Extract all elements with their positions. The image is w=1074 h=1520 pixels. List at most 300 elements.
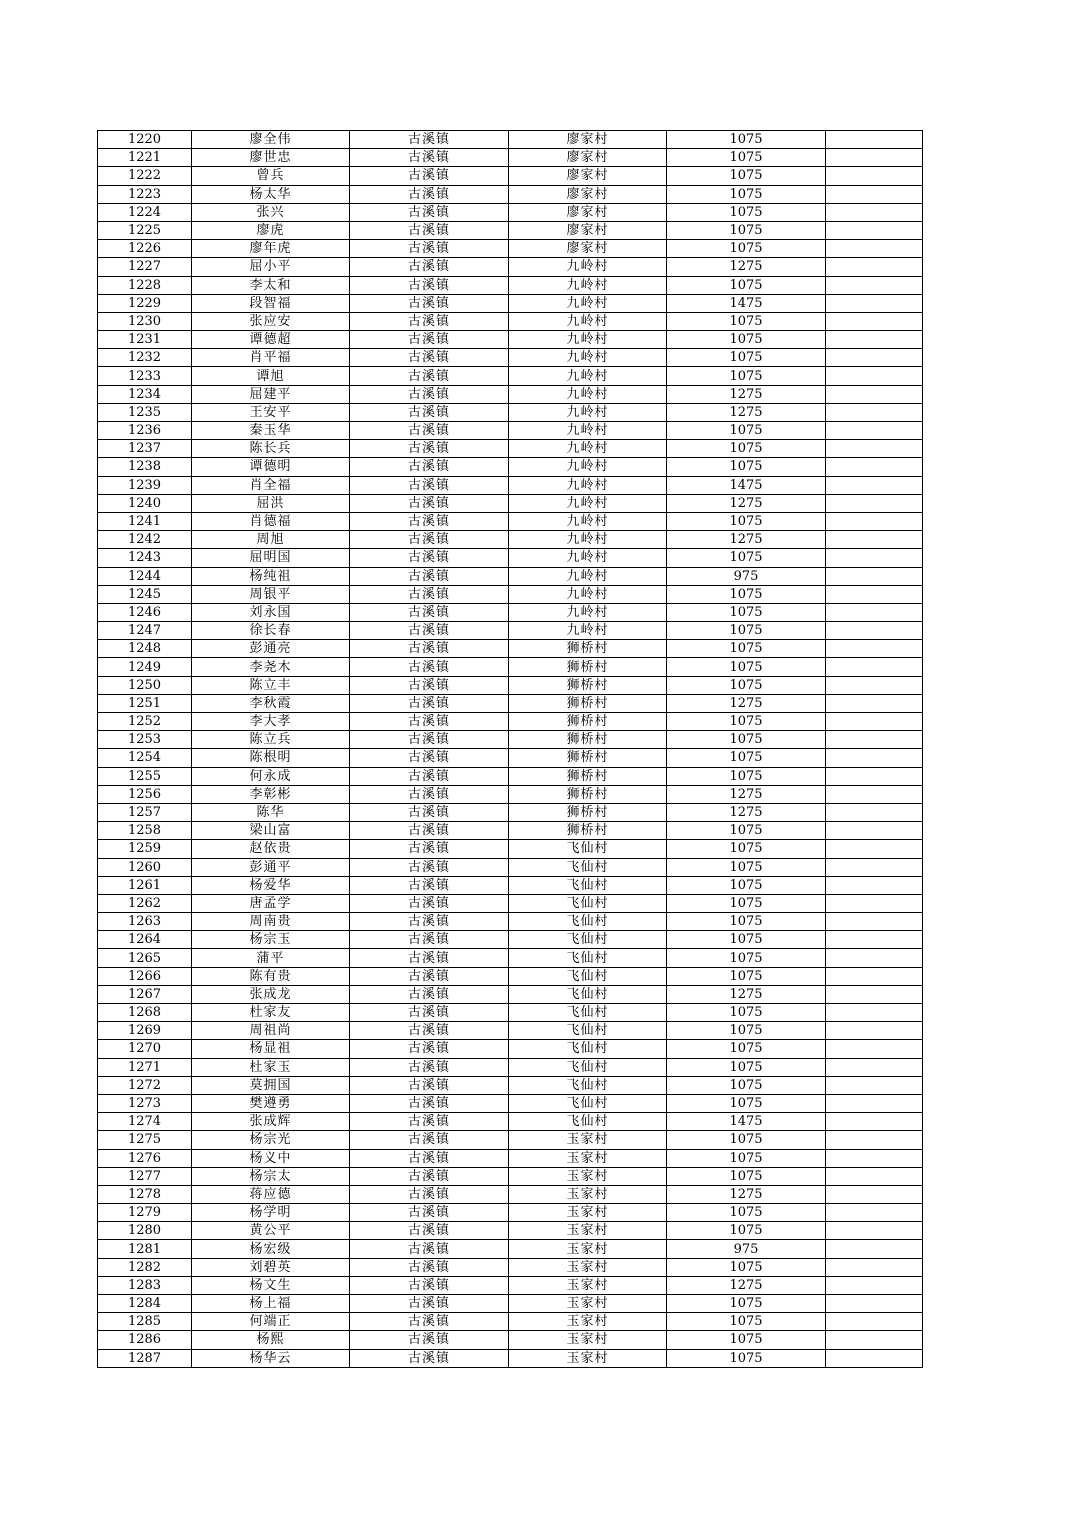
- cell-amount: 1075: [667, 931, 826, 949]
- cell-index: 1243: [98, 549, 192, 567]
- cell-town: 古溪镇: [350, 1185, 509, 1203]
- cell-index: 1281: [98, 1240, 192, 1258]
- cell-index: 1276: [98, 1149, 192, 1167]
- table-row: [98, 476, 923, 494]
- table-row: [98, 312, 923, 330]
- cell-village: 九岭村: [509, 494, 667, 512]
- cell-note: [826, 749, 923, 767]
- cell-town: 古溪镇: [350, 349, 509, 367]
- cell-index: 1284: [98, 1295, 192, 1313]
- cell-village: 飞仙村: [509, 876, 667, 894]
- cell-name: 杜家友: [192, 1004, 350, 1022]
- cell-name: 张应安: [192, 312, 350, 330]
- cell-amount: 1475: [667, 476, 826, 494]
- table-row: [98, 785, 923, 803]
- table-row: [98, 622, 923, 640]
- table-row: [98, 167, 923, 185]
- cell-note: [826, 876, 923, 894]
- cell-village: 九岭村: [509, 422, 667, 440]
- cell-index: 1240: [98, 494, 192, 512]
- cell-index: 1261: [98, 876, 192, 894]
- cell-town: 古溪镇: [350, 494, 509, 512]
- cell-town: 古溪镇: [350, 858, 509, 876]
- cell-index: 1282: [98, 1258, 192, 1276]
- cell-amount: 1275: [667, 531, 826, 549]
- cell-note: [826, 1167, 923, 1185]
- cell-note: [826, 1349, 923, 1367]
- cell-note: [826, 1276, 923, 1294]
- cell-amount: 1475: [667, 1113, 826, 1131]
- cell-index: 1273: [98, 1094, 192, 1112]
- cell-village: 玉家村: [509, 1295, 667, 1313]
- cell-index: 1258: [98, 822, 192, 840]
- cell-town: 古溪镇: [350, 1276, 509, 1294]
- cell-index: 1233: [98, 367, 192, 385]
- cell-index: 1237: [98, 440, 192, 458]
- cell-village: 廖家村: [509, 149, 667, 167]
- cell-amount: 1075: [667, 858, 826, 876]
- cell-note: [826, 512, 923, 530]
- cell-name: 何端正: [192, 1313, 350, 1331]
- table-row: [98, 349, 923, 367]
- cell-note: [826, 803, 923, 821]
- cell-village: 狮桥村: [509, 640, 667, 658]
- cell-amount: 1275: [667, 494, 826, 512]
- cell-amount: 1075: [667, 440, 826, 458]
- cell-index: 1224: [98, 203, 192, 221]
- cell-index: 1249: [98, 658, 192, 676]
- cell-index: 1226: [98, 240, 192, 258]
- cell-name: 徐长春: [192, 622, 350, 640]
- cell-note: [826, 131, 923, 149]
- cell-index: 1225: [98, 221, 192, 239]
- cell-name: 梁山富: [192, 822, 350, 840]
- cell-village: 狮桥村: [509, 767, 667, 785]
- table-row: [98, 985, 923, 1003]
- cell-index: 1267: [98, 985, 192, 1003]
- cell-town: 古溪镇: [350, 1058, 509, 1076]
- cell-amount: 1075: [667, 1222, 826, 1240]
- cell-note: [826, 1040, 923, 1058]
- cell-village: 玉家村: [509, 1222, 667, 1240]
- cell-name: 李大孝: [192, 713, 350, 731]
- cell-note: [826, 1240, 923, 1258]
- cell-town: 古溪镇: [350, 258, 509, 276]
- cell-note: [826, 785, 923, 803]
- cell-town: 古溪镇: [350, 476, 509, 494]
- cell-note: [826, 549, 923, 567]
- cell-index: 1248: [98, 640, 192, 658]
- cell-name: 刘永国: [192, 603, 350, 621]
- cell-town: 古溪镇: [350, 1331, 509, 1349]
- cell-amount: 1275: [667, 694, 826, 712]
- cell-index: 1277: [98, 1167, 192, 1185]
- cell-name: 黄公平: [192, 1222, 350, 1240]
- cell-name: 杨上福: [192, 1295, 350, 1313]
- table-row: [98, 422, 923, 440]
- table-row: [98, 840, 923, 858]
- cell-village: 九岭村: [509, 312, 667, 330]
- cell-index: 1269: [98, 1022, 192, 1040]
- cell-town: 古溪镇: [350, 640, 509, 658]
- cell-amount: 1075: [667, 1258, 826, 1276]
- cell-village: 飞仙村: [509, 931, 667, 949]
- table-row: [98, 1113, 923, 1131]
- cell-note: [826, 640, 923, 658]
- cell-town: 古溪镇: [350, 876, 509, 894]
- cell-amount: 1075: [667, 913, 826, 931]
- cell-note: [826, 567, 923, 585]
- cell-index: 1250: [98, 676, 192, 694]
- cell-amount: 1275: [667, 803, 826, 821]
- cell-amount: 1075: [667, 549, 826, 567]
- cell-village: 飞仙村: [509, 1004, 667, 1022]
- cell-note: [826, 1185, 923, 1203]
- cell-amount: 1075: [667, 949, 826, 967]
- cell-village: 飞仙村: [509, 1022, 667, 1040]
- cell-town: 古溪镇: [350, 185, 509, 203]
- cell-name: 杨宗太: [192, 1167, 350, 1185]
- cell-amount: 1075: [667, 1349, 826, 1367]
- table-row: [98, 512, 923, 530]
- cell-name: 杨宏级: [192, 1240, 350, 1258]
- cell-note: [826, 240, 923, 258]
- cell-index: 1220: [98, 131, 192, 149]
- cell-town: 古溪镇: [350, 331, 509, 349]
- cell-amount: 1075: [667, 876, 826, 894]
- cell-village: 狮桥村: [509, 803, 667, 821]
- cell-town: 古溪镇: [350, 785, 509, 803]
- cell-name: 秦玉华: [192, 422, 350, 440]
- cell-town: 古溪镇: [350, 931, 509, 949]
- table-row: [98, 1058, 923, 1076]
- table-row: [98, 749, 923, 767]
- cell-town: 古溪镇: [350, 149, 509, 167]
- cell-note: [826, 731, 923, 749]
- cell-village: 飞仙村: [509, 985, 667, 1003]
- cell-village: 玉家村: [509, 1185, 667, 1203]
- cell-village: 玉家村: [509, 1167, 667, 1185]
- cell-amount: 1075: [667, 276, 826, 294]
- cell-note: [826, 603, 923, 621]
- cell-note: [826, 440, 923, 458]
- cell-amount: 1075: [667, 1131, 826, 1149]
- cell-note: [826, 458, 923, 476]
- cell-note: [826, 494, 923, 512]
- cell-index: 1246: [98, 603, 192, 621]
- cell-town: 古溪镇: [350, 1295, 509, 1313]
- cell-amount: 1275: [667, 785, 826, 803]
- table-row: [98, 931, 923, 949]
- cell-name: 樊遵勇: [192, 1094, 350, 1112]
- cell-amount: 1075: [667, 1076, 826, 1094]
- table-row: [98, 185, 923, 203]
- cell-town: 古溪镇: [350, 567, 509, 585]
- cell-name: 杨学明: [192, 1204, 350, 1222]
- cell-index: 1223: [98, 185, 192, 203]
- cell-note: [826, 476, 923, 494]
- table-row: [98, 385, 923, 403]
- cell-amount: 1075: [667, 1094, 826, 1112]
- cell-name: 彭通亮: [192, 640, 350, 658]
- table-row: [98, 967, 923, 985]
- cell-name: 周银平: [192, 585, 350, 603]
- table-row: [98, 1149, 923, 1167]
- cell-town: 古溪镇: [350, 1258, 509, 1276]
- cell-village: 九岭村: [509, 276, 667, 294]
- cell-amount: 1075: [667, 713, 826, 731]
- cell-village: 飞仙村: [509, 967, 667, 985]
- cell-town: 古溪镇: [350, 1204, 509, 1222]
- cell-amount: 1075: [667, 1022, 826, 1040]
- table-row: [98, 803, 923, 821]
- cell-town: 古溪镇: [350, 531, 509, 549]
- table-row: [98, 531, 923, 549]
- cell-amount: 1275: [667, 385, 826, 403]
- cell-village: 玉家村: [509, 1313, 667, 1331]
- table-row: [98, 585, 923, 603]
- cell-name: 杨熙: [192, 1331, 350, 1349]
- cell-town: 古溪镇: [350, 967, 509, 985]
- cell-name: 李太和: [192, 276, 350, 294]
- cell-index: 1230: [98, 312, 192, 330]
- cell-village: 飞仙村: [509, 858, 667, 876]
- cell-note: [826, 694, 923, 712]
- cell-name: 陈长兵: [192, 440, 350, 458]
- cell-name: 杨义中: [192, 1149, 350, 1167]
- table-row: [98, 1276, 923, 1294]
- table-row: [98, 1167, 923, 1185]
- cell-index: 1254: [98, 749, 192, 767]
- cell-name: 张兴: [192, 203, 350, 221]
- table-row: [98, 258, 923, 276]
- table-row: [98, 640, 923, 658]
- cell-note: [826, 276, 923, 294]
- cell-note: [826, 1295, 923, 1313]
- table-row: [98, 1331, 923, 1349]
- cell-town: 古溪镇: [350, 822, 509, 840]
- cell-name: 周旭: [192, 531, 350, 549]
- cell-index: 1259: [98, 840, 192, 858]
- cell-note: [826, 894, 923, 912]
- cell-note: [826, 203, 923, 221]
- cell-amount: 1075: [667, 331, 826, 349]
- cell-town: 古溪镇: [350, 585, 509, 603]
- cell-index: 1228: [98, 276, 192, 294]
- cell-village: 狮桥村: [509, 694, 667, 712]
- cell-village: 九岭村: [509, 385, 667, 403]
- cell-village: 九岭村: [509, 567, 667, 585]
- table-row: [98, 149, 923, 167]
- cell-amount: 1075: [667, 749, 826, 767]
- cell-name: 赵依贵: [192, 840, 350, 858]
- cell-village: 玉家村: [509, 1149, 667, 1167]
- cell-index: 1242: [98, 531, 192, 549]
- cell-village: 九岭村: [509, 585, 667, 603]
- cell-amount: 1075: [667, 422, 826, 440]
- table-row: [98, 458, 923, 476]
- table-row: [98, 676, 923, 694]
- cell-index: 1257: [98, 803, 192, 821]
- cell-index: 1253: [98, 731, 192, 749]
- table-row: [98, 276, 923, 294]
- cell-note: [826, 949, 923, 967]
- cell-index: 1234: [98, 385, 192, 403]
- cell-index: 1244: [98, 567, 192, 585]
- table-body: [98, 131, 923, 1368]
- table-row: [98, 1349, 923, 1367]
- cell-town: 古溪镇: [350, 985, 509, 1003]
- cell-name: 杜家玉: [192, 1058, 350, 1076]
- cell-amount: 1075: [667, 458, 826, 476]
- table-row: [98, 367, 923, 385]
- table-row: [98, 894, 923, 912]
- cell-village: 玉家村: [509, 1331, 667, 1349]
- cell-village: 廖家村: [509, 221, 667, 239]
- cell-village: 廖家村: [509, 203, 667, 221]
- table-row: [98, 1185, 923, 1203]
- cell-name: 张成龙: [192, 985, 350, 1003]
- cell-town: 古溪镇: [350, 731, 509, 749]
- table-row: [98, 767, 923, 785]
- cell-name: 肖德福: [192, 512, 350, 530]
- cell-town: 古溪镇: [350, 694, 509, 712]
- cell-index: 1245: [98, 585, 192, 603]
- cell-note: [826, 1149, 923, 1167]
- cell-town: 古溪镇: [350, 676, 509, 694]
- cell-name: 谭旭: [192, 367, 350, 385]
- table-row: [98, 1204, 923, 1222]
- cell-town: 古溪镇: [350, 1040, 509, 1058]
- cell-village: 九岭村: [509, 549, 667, 567]
- cell-note: [826, 585, 923, 603]
- cell-village: 九岭村: [509, 531, 667, 549]
- cell-name: 张成辉: [192, 1113, 350, 1131]
- cell-note: [826, 1094, 923, 1112]
- cell-note: [826, 1022, 923, 1040]
- cell-town: 古溪镇: [350, 221, 509, 239]
- cell-town: 古溪镇: [350, 203, 509, 221]
- cell-village: 九岭村: [509, 603, 667, 621]
- cell-index: 1231: [98, 331, 192, 349]
- cell-town: 古溪镇: [350, 894, 509, 912]
- cell-town: 古溪镇: [350, 1222, 509, 1240]
- cell-town: 古溪镇: [350, 422, 509, 440]
- cell-note: [826, 1331, 923, 1349]
- cell-index: 1264: [98, 931, 192, 949]
- cell-amount: 1075: [667, 1040, 826, 1058]
- cell-name: 陈有贵: [192, 967, 350, 985]
- cell-name: 杨宗光: [192, 1131, 350, 1149]
- cell-village: 狮桥村: [509, 822, 667, 840]
- cell-village: 廖家村: [509, 131, 667, 149]
- cell-town: 古溪镇: [350, 1094, 509, 1112]
- cell-note: [826, 1113, 923, 1131]
- cell-name: 陈立兵: [192, 731, 350, 749]
- cell-town: 古溪镇: [350, 512, 509, 530]
- cell-amount: 975: [667, 567, 826, 585]
- cell-name: 廖全伟: [192, 131, 350, 149]
- cell-note: [826, 1131, 923, 1149]
- cell-amount: 1075: [667, 894, 826, 912]
- cell-name: 杨纯祖: [192, 567, 350, 585]
- cell-name: 杨文生: [192, 1276, 350, 1294]
- table-row: [98, 567, 923, 585]
- cell-name: 屈明国: [192, 549, 350, 567]
- cell-amount: 1075: [667, 658, 826, 676]
- cell-note: [826, 531, 923, 549]
- table-row: [98, 494, 923, 512]
- cell-village: 九岭村: [509, 258, 667, 276]
- cell-amount: 1075: [667, 349, 826, 367]
- cell-amount: 1075: [667, 203, 826, 221]
- cell-village: 九岭村: [509, 349, 667, 367]
- cell-amount: 1075: [667, 967, 826, 985]
- cell-index: 1274: [98, 1113, 192, 1131]
- cell-town: 古溪镇: [350, 131, 509, 149]
- cell-amount: 1075: [667, 149, 826, 167]
- cell-note: [826, 221, 923, 239]
- cell-village: 狮桥村: [509, 749, 667, 767]
- cell-amount: 1075: [667, 676, 826, 694]
- cell-town: 古溪镇: [350, 440, 509, 458]
- cell-village: 飞仙村: [509, 1113, 667, 1131]
- cell-town: 古溪镇: [350, 949, 509, 967]
- cell-town: 古溪镇: [350, 1149, 509, 1167]
- cell-amount: 1075: [667, 221, 826, 239]
- cell-note: [826, 622, 923, 640]
- cell-index: 1278: [98, 1185, 192, 1203]
- cell-town: 古溪镇: [350, 1004, 509, 1022]
- cell-name: 莫拥国: [192, 1076, 350, 1094]
- cell-village: 廖家村: [509, 185, 667, 203]
- cell-note: [826, 1313, 923, 1331]
- table-row: [98, 822, 923, 840]
- cell-name: 廖世忠: [192, 149, 350, 167]
- cell-name: 王安平: [192, 403, 350, 421]
- cell-village: 玉家村: [509, 1258, 667, 1276]
- cell-village: 九岭村: [509, 367, 667, 385]
- cell-town: 古溪镇: [350, 1131, 509, 1149]
- table-row: [98, 1022, 923, 1040]
- cell-village: 飞仙村: [509, 1058, 667, 1076]
- cell-amount: 1275: [667, 985, 826, 1003]
- cell-name: 屈洪: [192, 494, 350, 512]
- table-row: [98, 549, 923, 567]
- cell-name: 屈小平: [192, 258, 350, 276]
- cell-note: [826, 149, 923, 167]
- cell-index: 1229: [98, 294, 192, 312]
- cell-note: [826, 367, 923, 385]
- cell-index: 1255: [98, 767, 192, 785]
- cell-index: 1236: [98, 422, 192, 440]
- cell-note: [826, 1258, 923, 1276]
- table-row: [98, 294, 923, 312]
- cell-town: 古溪镇: [350, 1076, 509, 1094]
- cell-town: 古溪镇: [350, 1313, 509, 1331]
- cell-town: 古溪镇: [350, 312, 509, 330]
- cell-town: 古溪镇: [350, 840, 509, 858]
- table-row: [98, 221, 923, 239]
- cell-village: 九岭村: [509, 512, 667, 530]
- table-row: [98, 131, 923, 149]
- cell-index: 1283: [98, 1276, 192, 1294]
- cell-index: 1239: [98, 476, 192, 494]
- cell-town: 古溪镇: [350, 458, 509, 476]
- table-row: [98, 1004, 923, 1022]
- cell-note: [826, 1204, 923, 1222]
- cell-name: 屈建平: [192, 385, 350, 403]
